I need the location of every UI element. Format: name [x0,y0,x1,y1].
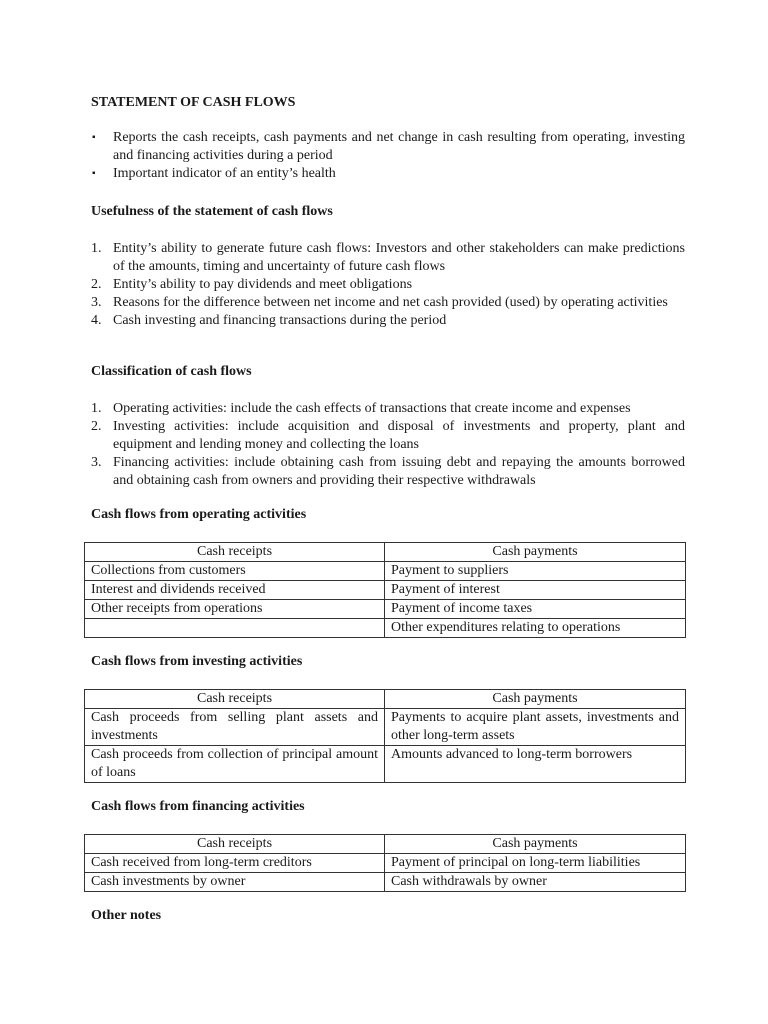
table-cell [85,619,385,638]
list-item: 2. Investing activities: include acquisition and disposal of investments and property, plant and equipment and lending money and collecting the loans [91,419,685,452]
operating-table [84,542,686,638]
table-cell: Payment to suppliers [385,562,686,581]
column-header: Cash receipts [85,543,385,562]
table-cell: Amounts advanced to long-term borrowers [385,746,686,783]
column-header: Cash payments [385,835,686,854]
financing-heading-block [91,798,685,816]
table-row [85,600,686,619]
table-row [85,581,686,600]
page-title: STATEMENT OF CASH FLOWS [91,95,296,110]
investing-heading-block [91,653,685,671]
intro-bullet-list [91,129,685,183]
table-cell: Cash investments by owner [85,873,385,892]
investing-table [84,689,686,783]
table-row [85,746,686,783]
table-header-row [85,543,686,562]
list-item: 4. Cash investing and financing transactions during the period [91,313,447,328]
table-cell: Cash proceeds from collection of principal amount of loans [85,746,385,783]
column-header: Cash receipts [85,835,385,854]
table-cell: Payment of principal on long-term liabilities [385,854,686,873]
classification-list [91,400,685,490]
usefulness-list [91,240,685,330]
bullet-icon: ▪ [92,132,96,143]
table-header-row [85,690,686,709]
table-header-row [85,835,686,854]
section-heading: Usefulness of the statement of cash flows [91,204,333,219]
list-item: 1. Operating activities: include the cash effects of transactions that create income and expenses [91,401,631,416]
list-item: ▪ Important indicator of an entity’s health [92,166,336,181]
section-heading: Other notes [91,908,162,923]
column-header: Cash receipts [85,690,385,709]
table-cell: Other receipts from operations [85,600,385,619]
list-item: ▪ Reports the cash receipts, cash payments and net change in cash resulting from operating, investing and financing activities during a period [92,130,685,163]
table-cell: Cash withdrawals by owner [385,873,686,892]
page-title-block [91,92,685,114]
financing-table [84,834,686,892]
table-row [85,562,686,581]
section-heading: Cash flows from investing activities [91,654,303,669]
table-row [85,619,686,638]
table-row [85,854,686,873]
usefulness-list-wrap [91,240,685,330]
list-item: 1. Entity’s ability to generate future cash flows: Investors and other stakeholders can make predictions of the amounts, timing and uncertainty of future cash flows [91,241,685,274]
classification-list-wrap [91,400,685,490]
section-heading: Classification of cash flows [91,364,252,379]
bullet-icon: ▪ [92,168,96,179]
column-header: Cash payments [385,690,686,709]
table-cell: Other expenditures relating to operations [385,619,686,638]
section-heading: Cash flows from operating activities [91,507,307,522]
table-row [85,873,686,892]
column-header: Cash payments [385,543,686,562]
table-cell: Payment of income taxes [385,600,686,619]
classification-section [91,363,685,381]
table-cell: Collections from customers [85,562,385,581]
operating-heading-block [91,506,685,524]
intro-section [91,129,685,183]
list-item: 2. Entity’s ability to pay dividends and meet obligations [91,277,413,292]
other-notes-block [91,907,685,925]
list-item: 3. Reasons for the difference between net income and net cash provided (used) by operating activities [91,295,668,310]
list-item: 3. Financing activities: include obtaining cash from issuing debt and repaying the amounts borrowed and obtaining cash from owners and providing their respective withdrawals [91,455,685,488]
table-cell: Cash proceeds from selling plant assets and investments [85,709,385,746]
table-cell: Interest and dividends received [85,581,385,600]
section-heading: Cash flows from financing activities [91,799,305,814]
table-row [85,709,686,746]
table-cell: Payments to acquire plant assets, investments and other long-term assets [385,709,686,746]
usefulness-section [91,203,685,221]
table-cell: Cash received from long-term creditors [85,854,385,873]
table-cell: Payment of interest [385,581,686,600]
